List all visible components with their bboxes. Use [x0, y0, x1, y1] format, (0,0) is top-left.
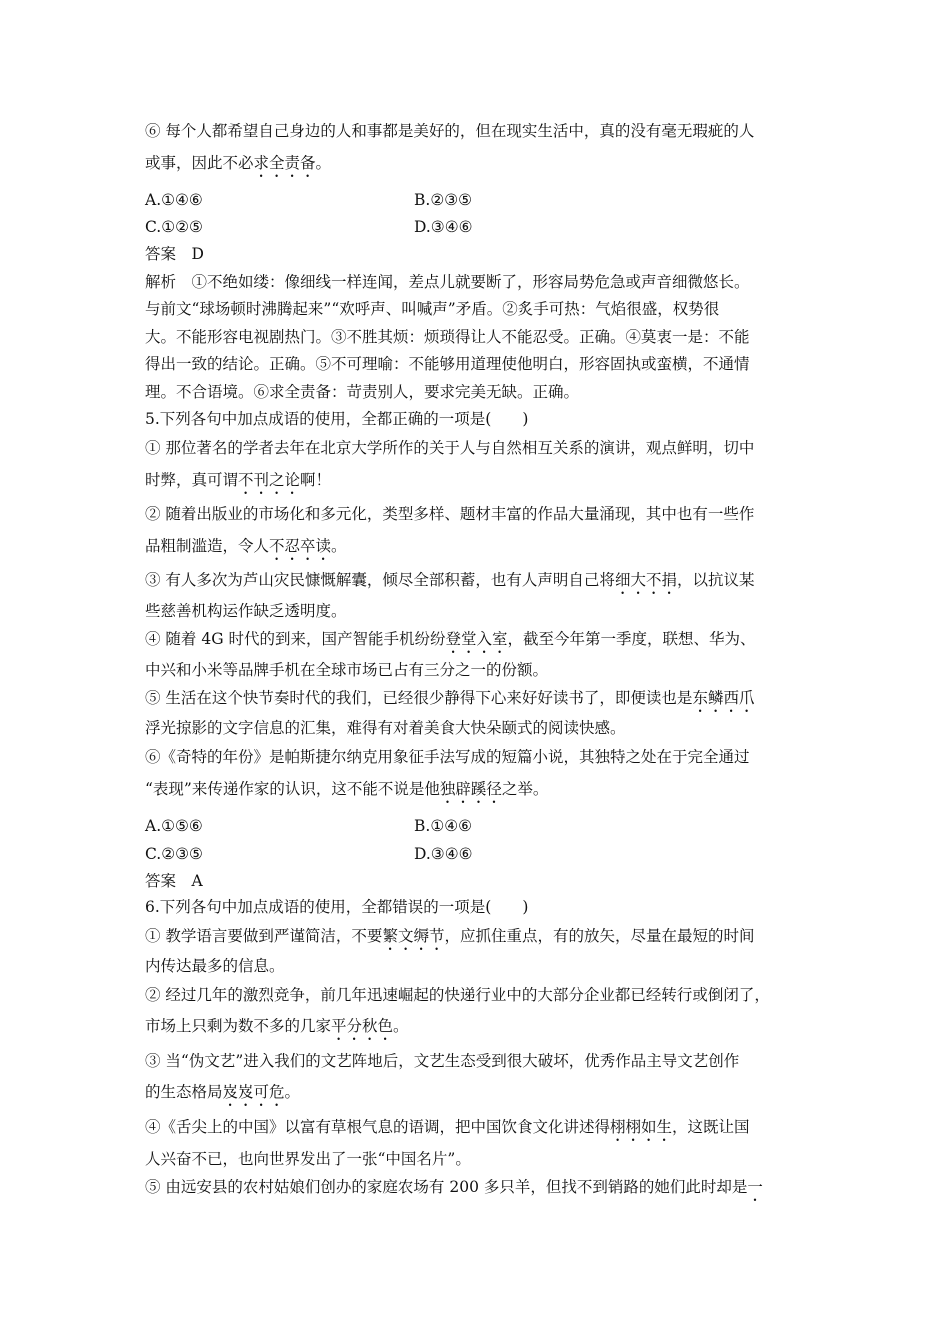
q6-item-3-line2: 的生态格局岌岌可危。 — [145, 1083, 301, 1101]
q6-stem: 6.下列各句中加点成语的使用，全都错误的一项是( ) — [145, 898, 529, 916]
q5-item-6-line1: ⑥《奇特的年份》是帕斯捷尔纳克用象征手法写成的短篇小说，其独特之处在于完全通过 — [145, 748, 750, 766]
q6-item-2-line1: ② 经过几年的激烈竞争，前几年迅速崛起的快递行业中的大部分企业都已经转行或倒闭了， — [145, 986, 770, 1004]
prev-item-6-line2: 或事，因此不必求全责备。 — [145, 154, 332, 172]
q5-answer: 答案 A — [145, 872, 203, 890]
dotted-idiom: 细大不捐 — [614, 571, 677, 589]
q5-item-4-line2: 中兴和小米等品牌手机在全球市场已占有三分之一的份额。 — [145, 661, 549, 679]
dotted-idiom: 繁文缛节 — [382, 927, 445, 945]
q5-stem: 5.下列各句中加点成语的使用，全都正确的一项是( ) — [145, 410, 529, 428]
q6-item-1-line2: 内传达最多的信息。 — [145, 957, 285, 975]
q6-item-3-line1: ③ 当“伪文艺”进入我们的文艺阵地后，文艺生态受到很大破坏，优秀作品主导文艺创作 — [145, 1052, 740, 1070]
q5-option-d: D.③④⑥ — [414, 845, 473, 863]
q6-item-5-line1: ⑤ 由远安县的农村姑娘们创办的家庭农场有 200 多只羊，但找不到销路的她们此时却是一 — [145, 1178, 763, 1196]
dotted-idiom: 求全责备 — [253, 154, 316, 172]
q5-item-4-line1: ④ 随着 4G 时代的到来，国产智能手机纷纷登堂入室，截至今年第一季度，联想、华为、 — [145, 630, 756, 648]
q5-item-1-line1: ① 那位著名的学者去年在北京大学所作的关于人与自然相互关系的演讲，观点鲜明，切中 — [145, 439, 755, 457]
dotted-idiom: 东鳞西爪 — [692, 689, 755, 707]
dotted-idiom: 一 — [747, 1178, 763, 1196]
q5-item-1-line2: 时弊，真可谓不刊之论啊！ — [145, 471, 332, 489]
q5-item-3-line1: ③ 有人多次为芦山灾民慷慨解囊，倾尽全部积蓄，也有人声明自己将细大不捐，以抗议某 — [145, 571, 755, 589]
option-a: A.①④⑥ — [145, 191, 203, 209]
analysis-line: 解析 ①不绝如缕：像细线一样连闻，差点儿就要断了，形容局势危急或声音细微悠长。 — [145, 273, 750, 291]
q6-item-4-line2: 人兴奋不已，也向世界发出了一张“中国名片”。 — [145, 1150, 471, 1168]
dotted-idiom: 栩栩如生 — [610, 1118, 673, 1136]
option-c: C.①②⑤ — [145, 218, 203, 236]
dotted-idiom: 平分秋色 — [331, 1017, 394, 1035]
prev-item-6-line1: ⑥ 每个人都希望自己身边的人和事都是美好的，但在现实生活中，真的没有毫无瑕疵的人 — [145, 122, 755, 140]
dotted-idiom: 独辟蹊径 — [439, 780, 502, 798]
q5-item-5-line2: 浮光掠影的文字信息的汇集，难得有对着美食大快朵颐式的阅读快感。 — [145, 719, 626, 737]
q5-item-6-line2: “表现”来传递作家的认识，这不能不说是他独辟蹊径之举。 — [145, 780, 549, 798]
analysis-line: 与前文“球场顿时沸腾起来”“欢呼声、叫喊声”矛盾。②炙手可热：气焰很盛，权势很 — [145, 300, 720, 318]
option-b: B.②③⑤ — [414, 191, 473, 209]
q6-item-2-line2: 市场上只剩为数不多的几家平分秋色。 — [145, 1017, 409, 1035]
q5-item-5-line1: ⑤ 生活在这个快节奏时代的我们，已经很少静得下心来好好读书了，即便读也是东鳞西爪 — [145, 689, 755, 707]
analysis-line: 大。不能形容电视剧热门。③不胜其烦：烦琐得让人不能忍受。正确。④莫衷一是：不能 — [145, 328, 750, 346]
q6-item-4-line1: ④《舌尖上的中国》以富有草根气息的语调，把中国饮食文化讲述得栩栩如生，这既让国 — [145, 1118, 750, 1136]
answer: 答案 D — [145, 245, 204, 263]
dotted-idiom: 不刊之论 — [238, 471, 301, 489]
dotted-idiom: 岌岌可危 — [222, 1083, 285, 1101]
q5-item-2-line2: 品粗制滥造，令人不忍卒读。 — [145, 537, 347, 555]
q5-option-a: A.①⑤⑥ — [145, 817, 203, 835]
option-d: D.③④⑥ — [414, 218, 473, 236]
dotted-idiom: 不忍卒读 — [269, 537, 332, 555]
analysis-line: 得出一致的结论。正确。⑤不可理喻：不能够用道理使他明白，形容固执或蛮横，不通情 — [145, 355, 750, 373]
q5-option-c: C.②③⑤ — [145, 845, 203, 863]
dotted-idiom: 登堂入室 — [445, 630, 508, 648]
q5-item-3-line2: 些慈善机构运作缺乏透明度。 — [145, 602, 347, 620]
q6-item-1-line1: ① 教学语言要做到严谨简洁，不要繁文缛节，应抓住重点，有的放矢，尽量在最短的时间 — [145, 927, 755, 945]
analysis-line: 理。不合语境。⑥求全责备：苛责别人，要求完美无缺。正确。 — [145, 383, 580, 401]
q5-option-b: B.①④⑥ — [414, 817, 473, 835]
q5-item-2-line1: ② 随着出版业的市场化和多元化，类型多样、题材丰富的作品大量涌现，其中也有一些作 — [145, 505, 755, 523]
